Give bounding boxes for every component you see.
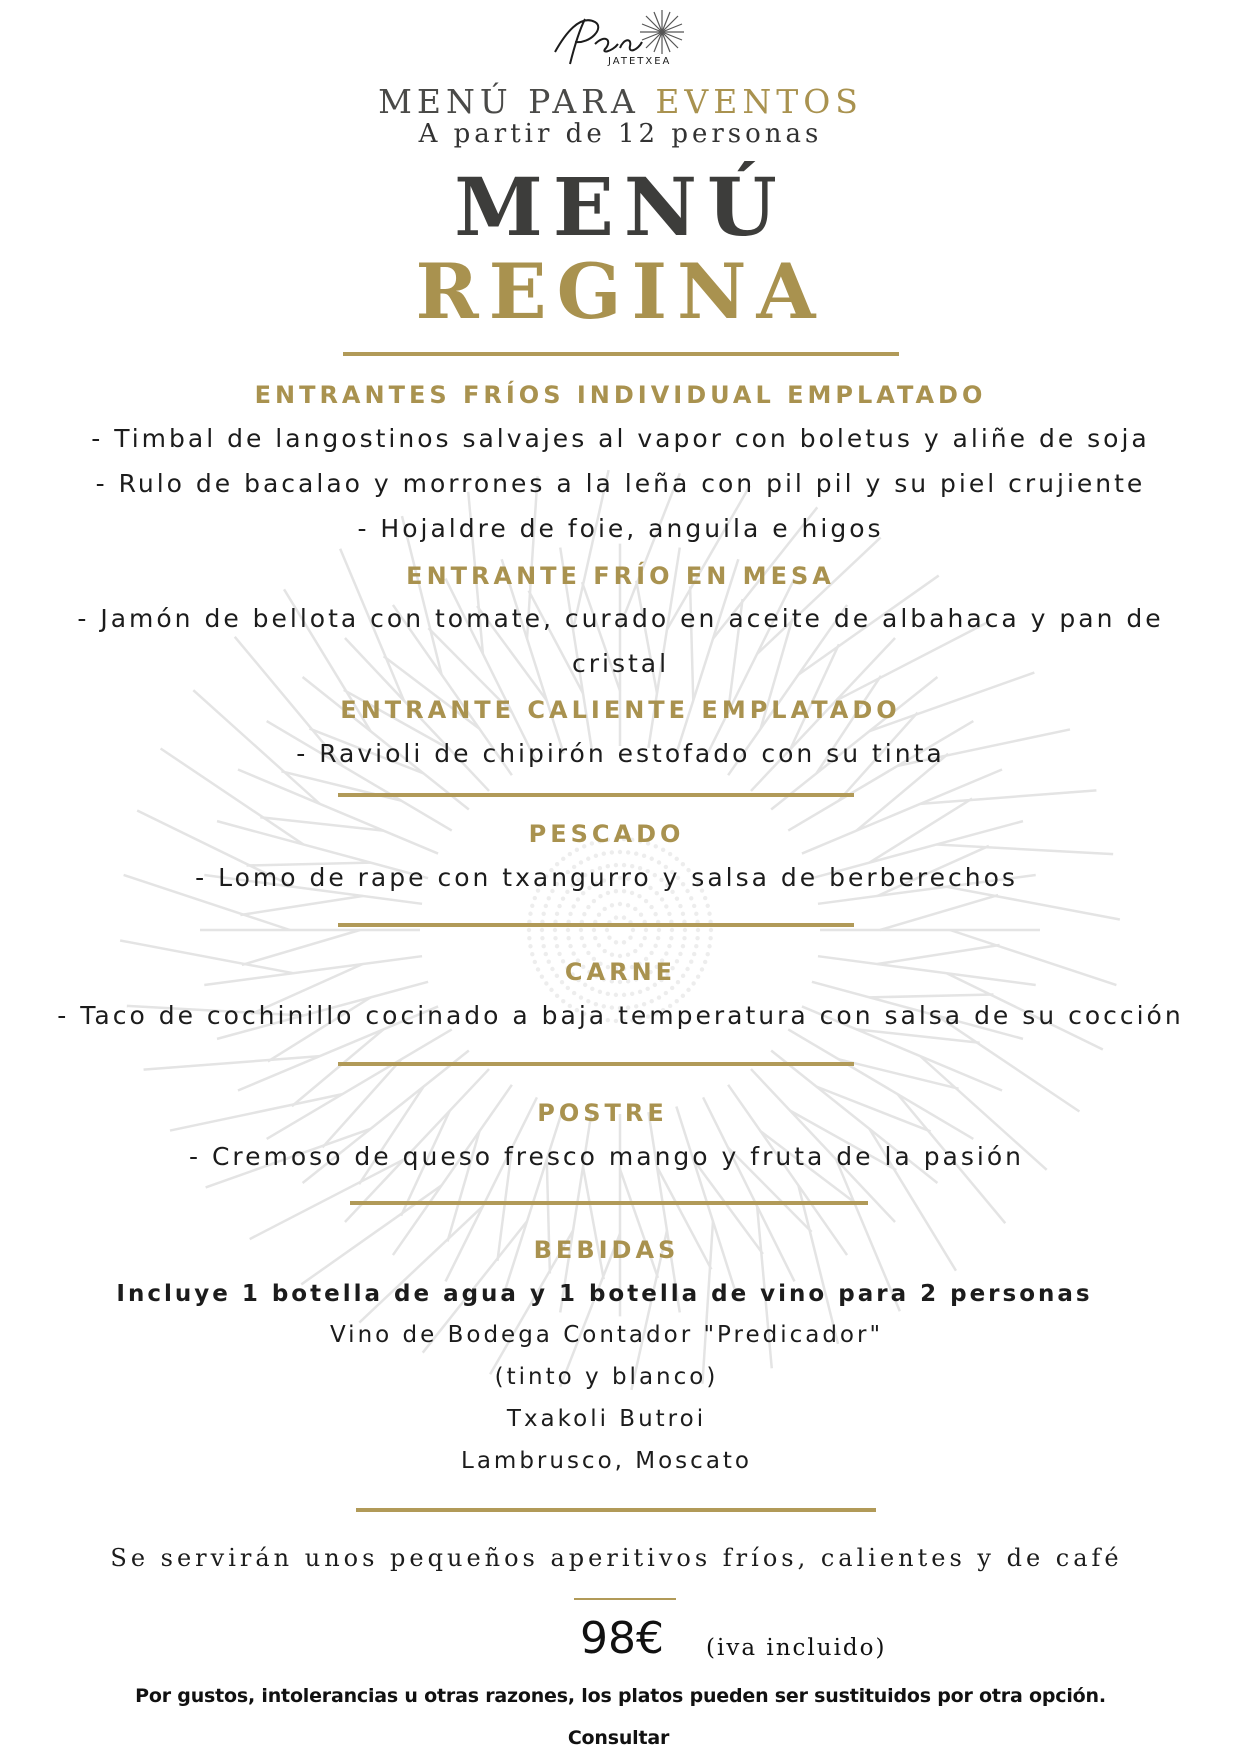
consult-note: Consultar bbox=[567, 1727, 670, 1749]
menu-title-line2: REGINA bbox=[415, 247, 826, 336]
divider-3 bbox=[338, 1062, 854, 1066]
wine-item: (tinto y blanco) bbox=[494, 1364, 719, 1390]
dish-item-continuation: cristal bbox=[571, 649, 670, 678]
dish-item: - Rulo de bacalao y morrones a la leña con pil pil y su piel crujiente bbox=[95, 469, 1146, 498]
dish-item: - Hojaldre de foie, anguila e higos bbox=[357, 514, 884, 543]
menu-kicker bbox=[0, 82, 1241, 121]
price: 98€ bbox=[580, 1613, 664, 1664]
iva-note: (iva incluido) bbox=[706, 1635, 887, 1661]
kicker-part2: EVENTOS bbox=[655, 82, 863, 121]
logo-subtitle: JATETXEA bbox=[608, 56, 672, 67]
divider-title bbox=[343, 352, 899, 356]
section-heading-bebidas: BEBIDAS bbox=[533, 1236, 680, 1264]
kicker-part1: MENÚ PARA bbox=[378, 82, 640, 121]
section-heading-carne: CARNE bbox=[564, 958, 677, 986]
menu-subtitle: A partir de 12 personas bbox=[418, 119, 823, 149]
section-heading-entrantes-frios: ENTRANTES FRÍOS INDIVIDUAL EMPLATADO bbox=[254, 381, 987, 409]
wine-item: Vino de Bodega Contador "Predicador" bbox=[329, 1322, 884, 1348]
divider-5 bbox=[356, 1508, 876, 1512]
dish-item: - Cremoso de queso fresco mango y fruta de la pasión bbox=[188, 1142, 1024, 1171]
substitution-note: Por gustos, intolerancias u otras razones, los platos pueden ser sustituidos por otra opción. bbox=[135, 1685, 1106, 1707]
aperitivos-note: Se servirán unos pequeños aperitivos fríos, calientes y de café bbox=[110, 1544, 1123, 1572]
divider-2 bbox=[338, 923, 854, 927]
dish-item: - Ravioli de chipirón estofado con su tinta bbox=[296, 739, 945, 768]
dish-item: - Lomo de rape con txangurro y salsa de berberechos bbox=[195, 863, 1018, 892]
dish-item: - Taco de cochinillo cocinado a baja temperatura con salsa de su cocción bbox=[57, 1001, 1184, 1030]
divider-4 bbox=[350, 1201, 868, 1205]
drinks-includes: Incluye 1 botella de agua y 1 botella de vino para 2 personas bbox=[116, 1281, 1093, 1307]
wine-item: Lambrusco, Moscato bbox=[461, 1448, 752, 1474]
wine-item: Txakoli Butroi bbox=[506, 1406, 707, 1432]
section-heading-entrante-mesa: ENTRANTE FRÍO EN MESA bbox=[406, 562, 835, 590]
section-heading-pescado: PESCADO bbox=[528, 820, 685, 848]
menu-title-line1: MENÚ bbox=[454, 160, 787, 254]
dish-item: - Timbal de langostinos salvajes al vapor con boletus y aliñe de soja bbox=[91, 424, 1150, 453]
section-heading-postre: POSTRE bbox=[537, 1099, 668, 1127]
section-heading-entrante-caliente: ENTRANTE CALIENTE EMPLATADO bbox=[340, 696, 901, 724]
dish-item: - Jamón de bellota con tomate, curado en aceite de albahaca y pan de bbox=[77, 604, 1164, 633]
divider-1 bbox=[338, 793, 854, 797]
price-rule bbox=[574, 1598, 676, 1600]
